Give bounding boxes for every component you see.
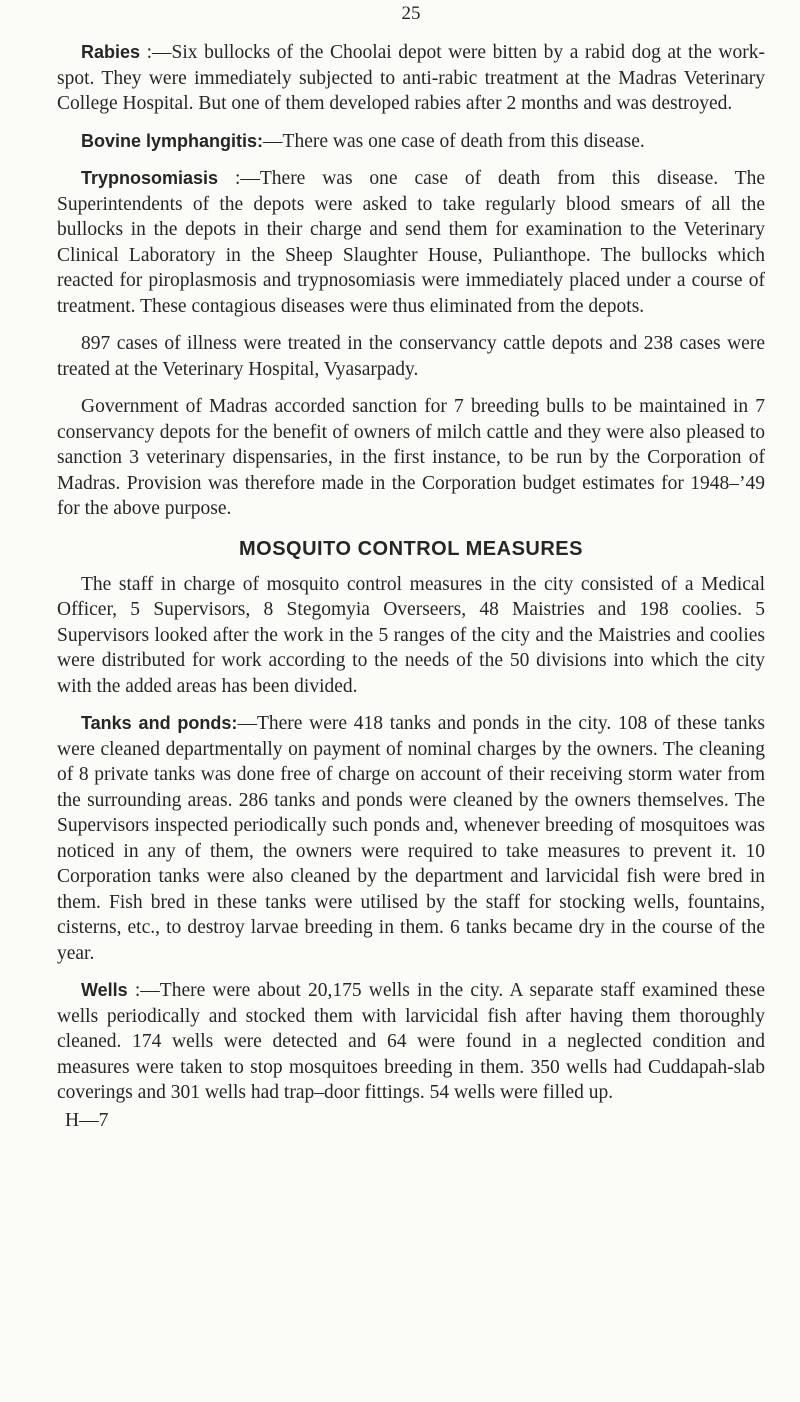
paragraph-sep: : [218,168,241,189]
paragraph-text: 897 cases of illness were treated in the conservancy cattle depots and 238 cases were treated at the Veterinary Hospital, Vyasarpady. [57,333,765,380]
page-number: 25 [401,3,421,24]
paragraph-staff [57,572,765,700]
paragraph-text: —There were about 20,175 wells in the city. A separate staff examined these wells periodically and stocked them with larvicidal fish after having them thoroughly cleaned. 174 wells were detected and 64 were found in a neglected condition and measures were taken to stop mosquitoes breeding in them. 350 wells had Cuddapah-slab coverings and 301 wells had trap–door fittings. 54 wells were filled up. [57,980,766,1103]
paragraph-lead: Tanks and ponds: [81,713,238,733]
paragraph-lead: Wells [81,980,128,1000]
paragraph-breeding-bulls [57,394,765,522]
paragraph-lead: Bovine lymphangitis: [81,130,264,151]
paragraph-sep: : [127,980,141,1001]
paragraph-text: Government of Madras accorded sanction for 7 breeding bulls to be maintained in 7 conservancy depots for the benefit of owners of milch cattle and they were also pleased to sanction 3 veterinary dispensaries, in the first instance, to be run by the Corporation of Madras. Provision was therefore made in the Corporation budget estimates for 1948–’49 for the above purpose. [57,396,765,519]
paragraph-sep: : [140,42,153,63]
paragraph-text: —There was one case of death from this disease. [263,130,645,152]
paragraph-rabies [57,40,765,117]
paragraph-text: —Six bullocks of the Choolai depot were bitten by a rabid dog at the work-spot. They were immediately subjected to anti-rabic treatment at the Madras Veterinary College Hospital. But one of them developed rabies after 2 months and was destroyed. [57,42,765,114]
paragraph-text: The staff in charge of mosquito control measures in the city consisted of a Medical Officer, 5 Supervisors, 8 Stegomyia Overseers, 48 Maistries and 198 coolies. 5 Supervisors looked after the work in the 5 ranges of the city and the Maistries and coolies were distributed for work according to the needs of the 50 divisions into which the city with the added areas has been divided. [57,573,765,697]
paragraph-cases-treated [57,331,765,382]
paragraph-lead: Trypnosomiasis [81,168,219,188]
paragraph-tanks-and-ponds [57,711,765,966]
paragraph-lead: Rabies [81,42,141,62]
paragraph-trypnosomiasis [57,166,765,319]
paragraph-bovine-lymphangitis [57,129,765,155]
section-heading: MOSQUITO CONTROL MEASURES [238,537,583,560]
document-body [57,40,765,1133]
paragraph-wells [57,978,765,1106]
paragraph-text: —There were 418 tanks and ponds in the city. 108 of these tanks were cleaned departmentally on payment of nominal charges by the owners. The cleaning of 8 private tanks was done free of charge on account of their receiving storm water from the surrounding areas. 286 tanks and ponds were cleaned by the owners themselves. The Supervisors inspected periodically such ponds and, whenever breeding of mosquitoes was noticed in any of them, the owners were required to take measures to prevent it. 10 Corporation tanks were also cleaned by the department and larvicidal fish were bred in them. Fish bred in these tanks were utilised by the staff for stocking wells, fountains, cisterns, etc., to destroy larvae breeding in them. 6 tanks became dry in the course of the year. [57,713,765,964]
paragraph-text: —There was one case of death from this disease. The Superintendents of the depots were asked to take regularly blood smears of all the bullocks in the depots in their charge and send them for examination to the Veterinary Clinical Laboratory in the Sheep Slaughter House, Pulianthope. The bullocks which reacted for piroplasmosis and trypnosomiasis were immediately placed under a course of treatment. These contagious diseases were thus eliminated from the depots. [57,168,766,317]
signature-mark: H—7 [65,1109,109,1131]
